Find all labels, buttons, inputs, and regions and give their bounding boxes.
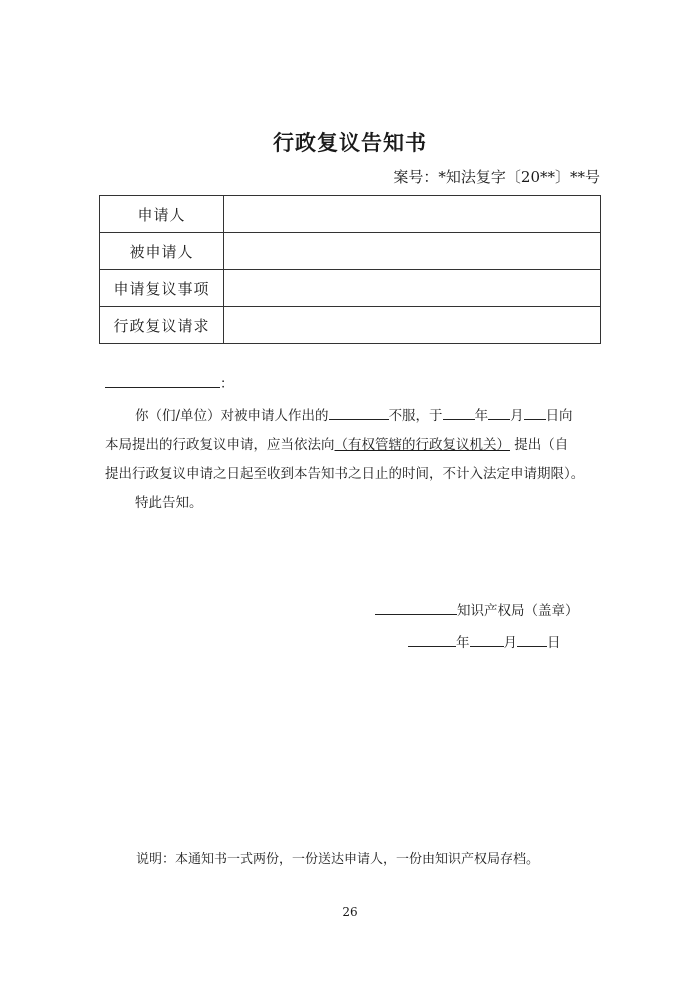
- row-value-respondent[interactable]: [224, 233, 601, 270]
- paragraph-line-2: [105, 433, 568, 453]
- authority-blank[interactable]: [375, 601, 457, 616]
- addressee-line: [105, 372, 234, 392]
- table-row: [100, 233, 601, 270]
- paragraph-text: 你（们/单位）对被申请人作出的: [135, 408, 329, 424]
- sig-day-blank[interactable]: [517, 633, 547, 648]
- year-blank[interactable]: [443, 406, 475, 421]
- row-value-request[interactable]: [224, 307, 601, 344]
- table-row: [100, 270, 601, 307]
- document-title: 行政复议告知书: [273, 131, 427, 155]
- row-label-applicant: 申请人: [100, 196, 224, 233]
- addressee-blank[interactable]: [105, 374, 220, 389]
- row-label-request: 行政复议请求: [100, 307, 224, 344]
- paragraph-line-3: 提出行政复议申请之日起至收到本告知书之日止的时间，不计入法定申请期限）。: [105, 466, 585, 482]
- footnote: 说明：本通知书一式两份，一份送达申请人，一份由知识产权局存档。: [136, 852, 540, 867]
- paragraph-text: 本局提出的行政复议申请，应当依法向: [105, 437, 335, 453]
- paragraph-line-1: [135, 404, 573, 424]
- signature-date: [408, 631, 561, 651]
- paragraph-text: 不服，于: [388, 408, 443, 424]
- case-number: 案号：*知法复字〔20**〕**号: [393, 168, 600, 186]
- row-value-matter[interactable]: [224, 270, 601, 307]
- day-blank[interactable]: [524, 406, 546, 421]
- row-label-respondent: 被申请人: [100, 233, 224, 270]
- authority-label: 知识产权局（盖章）: [457, 603, 579, 619]
- table-row: [100, 307, 601, 344]
- sig-day-label: 日: [547, 635, 561, 651]
- sig-month-blank[interactable]: [470, 633, 504, 648]
- info-table: [99, 195, 601, 344]
- closing-line: 特此告知。: [135, 495, 203, 511]
- sig-year-label: 年: [456, 635, 470, 651]
- decision-blank[interactable]: [329, 406, 389, 421]
- addressee-colon: ：: [220, 376, 234, 392]
- row-label-matter: 申请复议事项: [100, 270, 224, 307]
- sig-month-label: 月: [503, 635, 517, 651]
- table-row: [100, 196, 601, 233]
- signature-authority: [375, 599, 579, 619]
- page-number: 26: [342, 905, 358, 919]
- row-value-applicant[interactable]: [224, 196, 601, 233]
- year-label: 年: [474, 408, 489, 424]
- sig-year-blank[interactable]: [408, 633, 456, 648]
- month-label: 月: [510, 408, 524, 424]
- month-blank[interactable]: [488, 406, 510, 421]
- review-authority: （有权管辖的行政复议机关）: [334, 437, 510, 453]
- paragraph-text: 提出（自: [514, 437, 569, 453]
- day-label: 日向: [545, 408, 573, 424]
